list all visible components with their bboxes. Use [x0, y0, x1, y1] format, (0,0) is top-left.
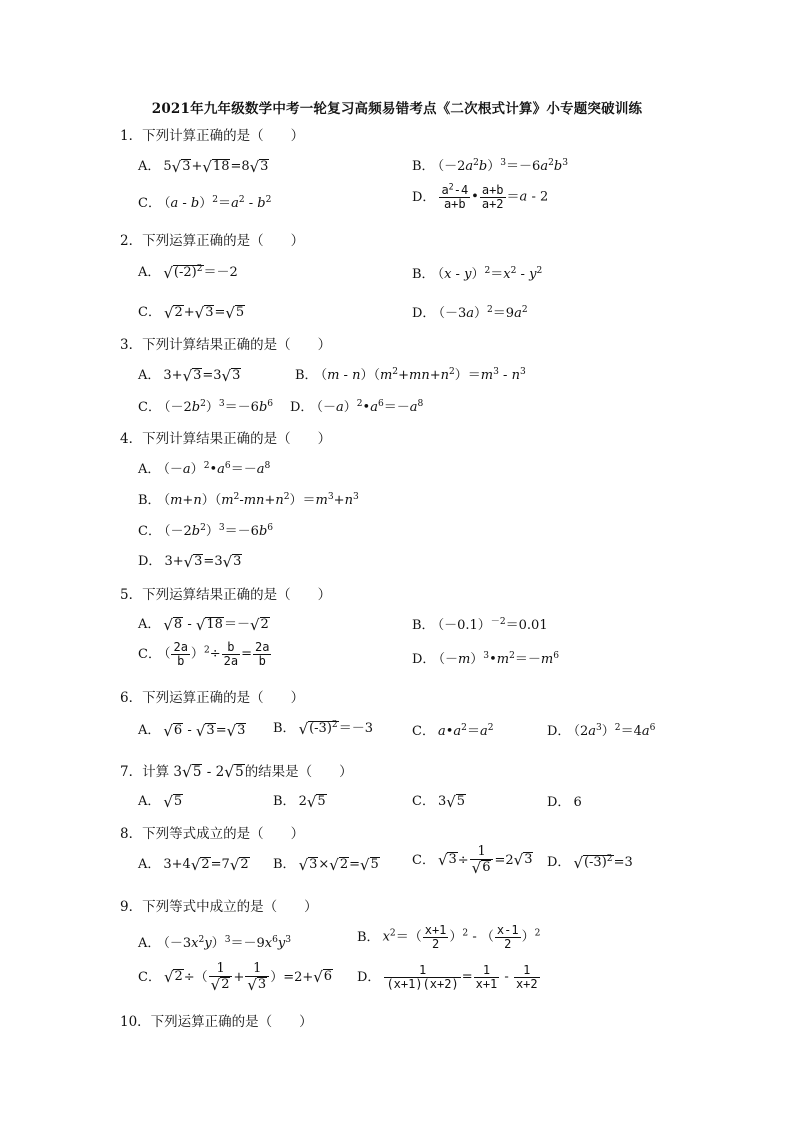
q3-option-b: B． $(m - n)(m^2+mn+n^2)=m^3 - n^3$	[295, 367, 526, 383]
q5-option-b: B． $(-0.1)^{-2}=0.01$	[412, 617, 548, 633]
question-4-stem: 4．下列计算结果正确的是（ ）	[120, 431, 332, 447]
question-1-stem: 1．下列计算正确的是（ ）	[120, 128, 305, 144]
question-6-stem: 6．下列运算正确的是（ ）	[120, 690, 305, 706]
q8-option-a: A． 3+4 √ 2 =7 √ 2	[138, 855, 249, 874]
q2-option-b: B． $(x - y)^2=x^2 - y^2$	[412, 266, 543, 282]
q3-option-c: C． $(-2b^2)^3=-6b^6$	[138, 399, 274, 415]
q7-option-c: C． 3 √ 5	[412, 792, 466, 811]
q6-option-b: B． √ $(-3)^2$ ＝－3	[273, 719, 373, 738]
question-9-stem: 9．下列等式中成立的是（ ）	[120, 899, 318, 915]
q8-option-b: B． √ 3 × √ 2 = √ 5	[273, 855, 379, 874]
q9-option-c: C． √ 2 ÷（ 1 √ 2 + 1 √ 3 ）=2+ √ 6	[138, 961, 333, 994]
q2-option-a: A． √ $(-2)^2$ ＝－2	[138, 263, 238, 282]
question-2-stem: 2．下列运算正确的是（ ）	[120, 233, 305, 249]
q1-option-d: D． $\frac{a^2-4}{a+b}$ • $\frac{a+b}{a+2}$ ＝a - 2	[412, 181, 549, 211]
page-title: 2021年九年级数学中考一轮复习高频易错考点《二次根式计算》小专题突破训练	[151, 101, 643, 117]
question-10-stem: 10．下列运算正确的是（ ）	[120, 1014, 313, 1030]
q1-option-c: C． $(a - b)^2=a^2 - b^2$	[138, 195, 272, 211]
q3-option-a: A． 3+ √ 3 =3 √ 3	[138, 366, 241, 385]
q1-option-b: B． $(-2a^2b)^3=-6a^2b^3$	[412, 158, 569, 174]
question-7-stem: 7．计算 3 √ 5 - 2 √ 5 的结果是（ ）	[120, 763, 353, 782]
q4-option-c: C． $(-2b^2)^3=-6b^6$	[138, 523, 274, 539]
q4-option-d: D． 3+ √ 3 =3 √ 3	[138, 552, 242, 571]
q2-option-d: D． $(-3a)^2=9a^2$	[412, 305, 528, 321]
q9-option-b: B． $x^2=$（ $\frac{x+1}{2}$ ）$^2$ - （ $\frac{x-1}{2}$ ）$^2$	[357, 923, 541, 951]
q7-option-b: B． 2 √ 5	[273, 792, 326, 811]
q4-option-b: B． $(m+n)(m^2-mn+n^2)=m^3+n^3$	[138, 492, 359, 508]
q5-option-a: A． √ 8 - √ 18 ＝－ √ 2	[138, 615, 269, 634]
q5-option-c: C． （ $\frac{2a}{b}$ ）$^2$÷ $\frac{b}{2a}$ = $\frac{2a}{b}$	[138, 640, 270, 668]
q8-option-d: D． √ $(-3)^2$ =3	[547, 853, 633, 872]
q9-option-d: D． $\frac{1}{(x+1)(x+2)}$ = $\frac{1}{x+1}$ - $\frac{1}{x+2}$	[357, 963, 538, 991]
q6-option-a: A． √ 6 - √ 3 = √ 3	[138, 721, 246, 740]
question-3-stem: 3．下列计算结果正确的是（ ）	[120, 337, 332, 353]
q3-option-d: D． $(-a)^2•a^6=-a^8$	[290, 399, 424, 415]
q6-option-d: D． $(2a^3)^2=4a^6$	[547, 723, 656, 739]
q7-option-d: D． 6	[547, 795, 582, 810]
q2-option-c: C． √ 2 + √ 3 = √ 5	[138, 303, 245, 322]
q7-option-a: A． √ 5	[138, 792, 183, 811]
q8-option-c: C． √ 3 ÷ 1 √ 6 =2 √ 3	[412, 844, 533, 877]
q5-option-d: D． $(-m)^3•m^2=-m^6$	[412, 651, 560, 667]
q4-option-a: A． $(-a)^2•a^6=-a^8$	[138, 461, 271, 477]
q1-option-a: A． 5 √ 3 + √ 18 =8 √ 3	[138, 157, 269, 176]
q9-option-a: A． $(-3x^2y)^3=-9x^6y^3$	[138, 935, 292, 951]
question-5-stem: 5．下列运算结果正确的是（ ）	[120, 587, 332, 603]
question-8-stem: 8．下列等式成立的是（ ）	[120, 826, 305, 842]
q6-option-c: C． $a•a^2=a^2$	[412, 723, 494, 739]
